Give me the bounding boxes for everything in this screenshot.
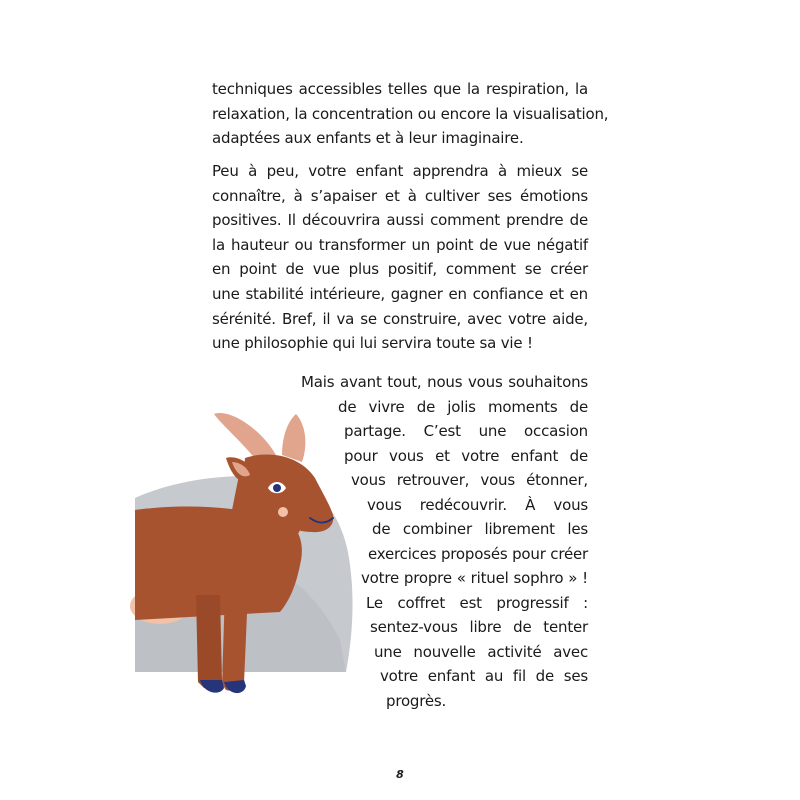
text-line: progrès. <box>386 692 447 710</box>
text-line: en point de vue plus positif, comment se créer <box>212 260 588 279</box>
text-line: adaptées aux enfants et à leur imaginaire. <box>212 129 524 148</box>
text-line: Peu à peu, votre enfant apprendra à mieux se <box>212 162 588 180</box>
text-line: votre propre « rituel sophro » ! <box>361 569 588 587</box>
text-line: partage. C’est une occasion <box>344 422 588 440</box>
paragraph-2 <box>212 159 588 356</box>
text-line: une philosophie qui lui servira toute sa vie ! <box>212 334 533 353</box>
text-line: vous retrouver, vous étonner, <box>351 471 588 489</box>
text-line: sérénité. Bref, il va se construire, avec votre aide, <box>212 309 588 328</box>
paragraph-1 <box>212 77 609 151</box>
text-line: Le coffret est progressif : <box>366 594 588 612</box>
text-line: sentez-vous libre de tenter <box>370 618 588 636</box>
text-line: de combiner librement les <box>372 520 588 538</box>
text-line: connaître, à s’apaiser et à cultiver ses émotions <box>212 186 588 205</box>
text-line: exercices proposés pour créer <box>368 545 588 563</box>
text-line: techniques accessibles telles que la respiration, la <box>212 80 588 98</box>
text-line: une stabilité intérieure, gagner en confiance et en <box>212 284 588 303</box>
goat-hoof <box>224 680 246 693</box>
text-line: positives. Il découvrira aussi comment prendre de <box>212 211 588 230</box>
goat-leg-back <box>196 595 222 689</box>
goat-leg-front <box>222 590 248 691</box>
goat-cheek <box>278 507 288 517</box>
page-number: 8 <box>396 768 404 781</box>
text-line: Mais avant tout, nous vous souhaitons <box>301 373 588 391</box>
text-line: la hauteur ou transformer un point de vue négatif <box>212 235 588 254</box>
text-line: de vivre de jolis moments de <box>338 398 588 416</box>
text-line: vous redécouvrir. À vous <box>367 496 588 514</box>
text-line: relaxation, la concentration ou encore la visualisation, <box>212 104 609 123</box>
goat-horn <box>282 414 305 462</box>
goat-hoof <box>200 680 224 693</box>
text-line: pour vous et votre enfant de <box>344 447 588 465</box>
text-line: votre enfant au fil de ses <box>380 667 588 685</box>
text-line: une nouvelle activité avec <box>374 643 588 661</box>
